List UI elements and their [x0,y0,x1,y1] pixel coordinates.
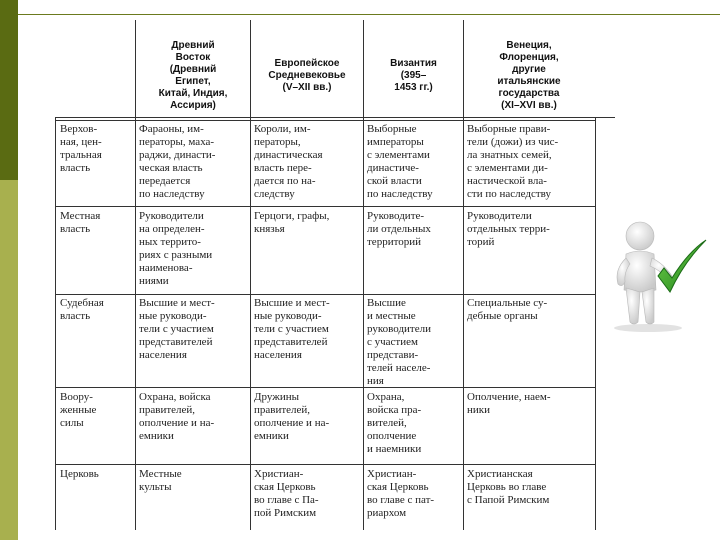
table-cell: Специальные су- дебные органы [467,297,548,322]
table-cell: Высшие и местные руководители с участием представи- телей населе- ния [367,297,431,387]
table-cell: Христианская Церковь во главе с Папой Римским [467,468,550,506]
row-divider [55,117,615,118]
row-divider [55,294,595,295]
sidebar-dark-band [0,0,18,180]
row-label-judicial-power: Судебная власть [60,297,104,322]
row-divider [55,464,595,465]
table-cell: Охрана, войска пра- вителей, ополчение и наемники [367,391,422,455]
row-divider [55,206,595,207]
sidebar-light-band [0,180,18,540]
table-cell: Высшие и мест- ные руководи- тели с участием представителей населения [139,297,215,361]
table-cell: Герцоги, графы, князья [254,210,330,235]
row-label-church: Церковь [60,468,99,480]
col-divider [595,118,596,530]
table-cell: Выборные императоры с элементами династиче- ской власти по наследству [367,123,433,200]
row-divider [55,120,595,121]
col-divider [463,20,464,530]
table-cell: Короли, им- ператоры, династическая власть пере- дается по на- следству [254,123,323,200]
table-cell: Руководители отдельных терри- торий [467,210,550,248]
table-cell: Дружины правителей, ополчение и на- емники [254,391,330,442]
comparison-table [55,20,595,530]
table-cell: Охрана, войска правителей, ополчение и на- емники [139,391,215,442]
top-rule [18,14,720,15]
row-divider [55,387,595,388]
table-cell: Выборные прави- тели (дожи) из чис- ла знатных семей, с элементами ди- настической вла- сти по наследству [467,123,559,200]
col-divider [250,20,251,530]
person-with-checkmark-icon [598,218,710,333]
col-divider [55,118,56,530]
table-cell: Христиан- ская Церковь во главе с Па- пой Римским [254,468,319,519]
header-ancient-east: Древний Восток (Древний Египет, Китай, Индия, Ассирия) [158,40,228,111]
header-italian-states: Венеция, Флоренция, другие итальянские государства (XI–XVI вв.) [497,40,561,111]
row-label-local-power: Местная власть [60,210,101,235]
header-byzantium: Византия (395– 1453 гг.) [390,58,437,93]
table-cell: Фараоны, им- ператоры, маха- раджи, династи- ческая власть передается по наследству [139,123,216,200]
table-cell: Руководите- ли отдельных территорий [367,210,431,248]
table-cell: Местные культы [139,468,182,493]
row-label-central-power: Верхов- ная, цен- тральная власть [60,123,102,174]
header-medieval-europe: Европейское Средневековье (V–XII вв.) [268,58,346,93]
col-divider [135,20,136,530]
table-cell: Руководители на определен- ных террито- риях с разными наименова- ниями [139,210,213,287]
table-cell: Ополчение, наем- ники [467,391,551,416]
row-label-armed-forces: Воору- женные силы [60,391,97,429]
table-cell: Высшие и мест- ные руководи- тели с участием представителей населения [254,297,330,361]
col-divider [363,20,364,530]
table-cell: Христиан- ская Церковь во главе с пат- риархом [367,468,435,519]
